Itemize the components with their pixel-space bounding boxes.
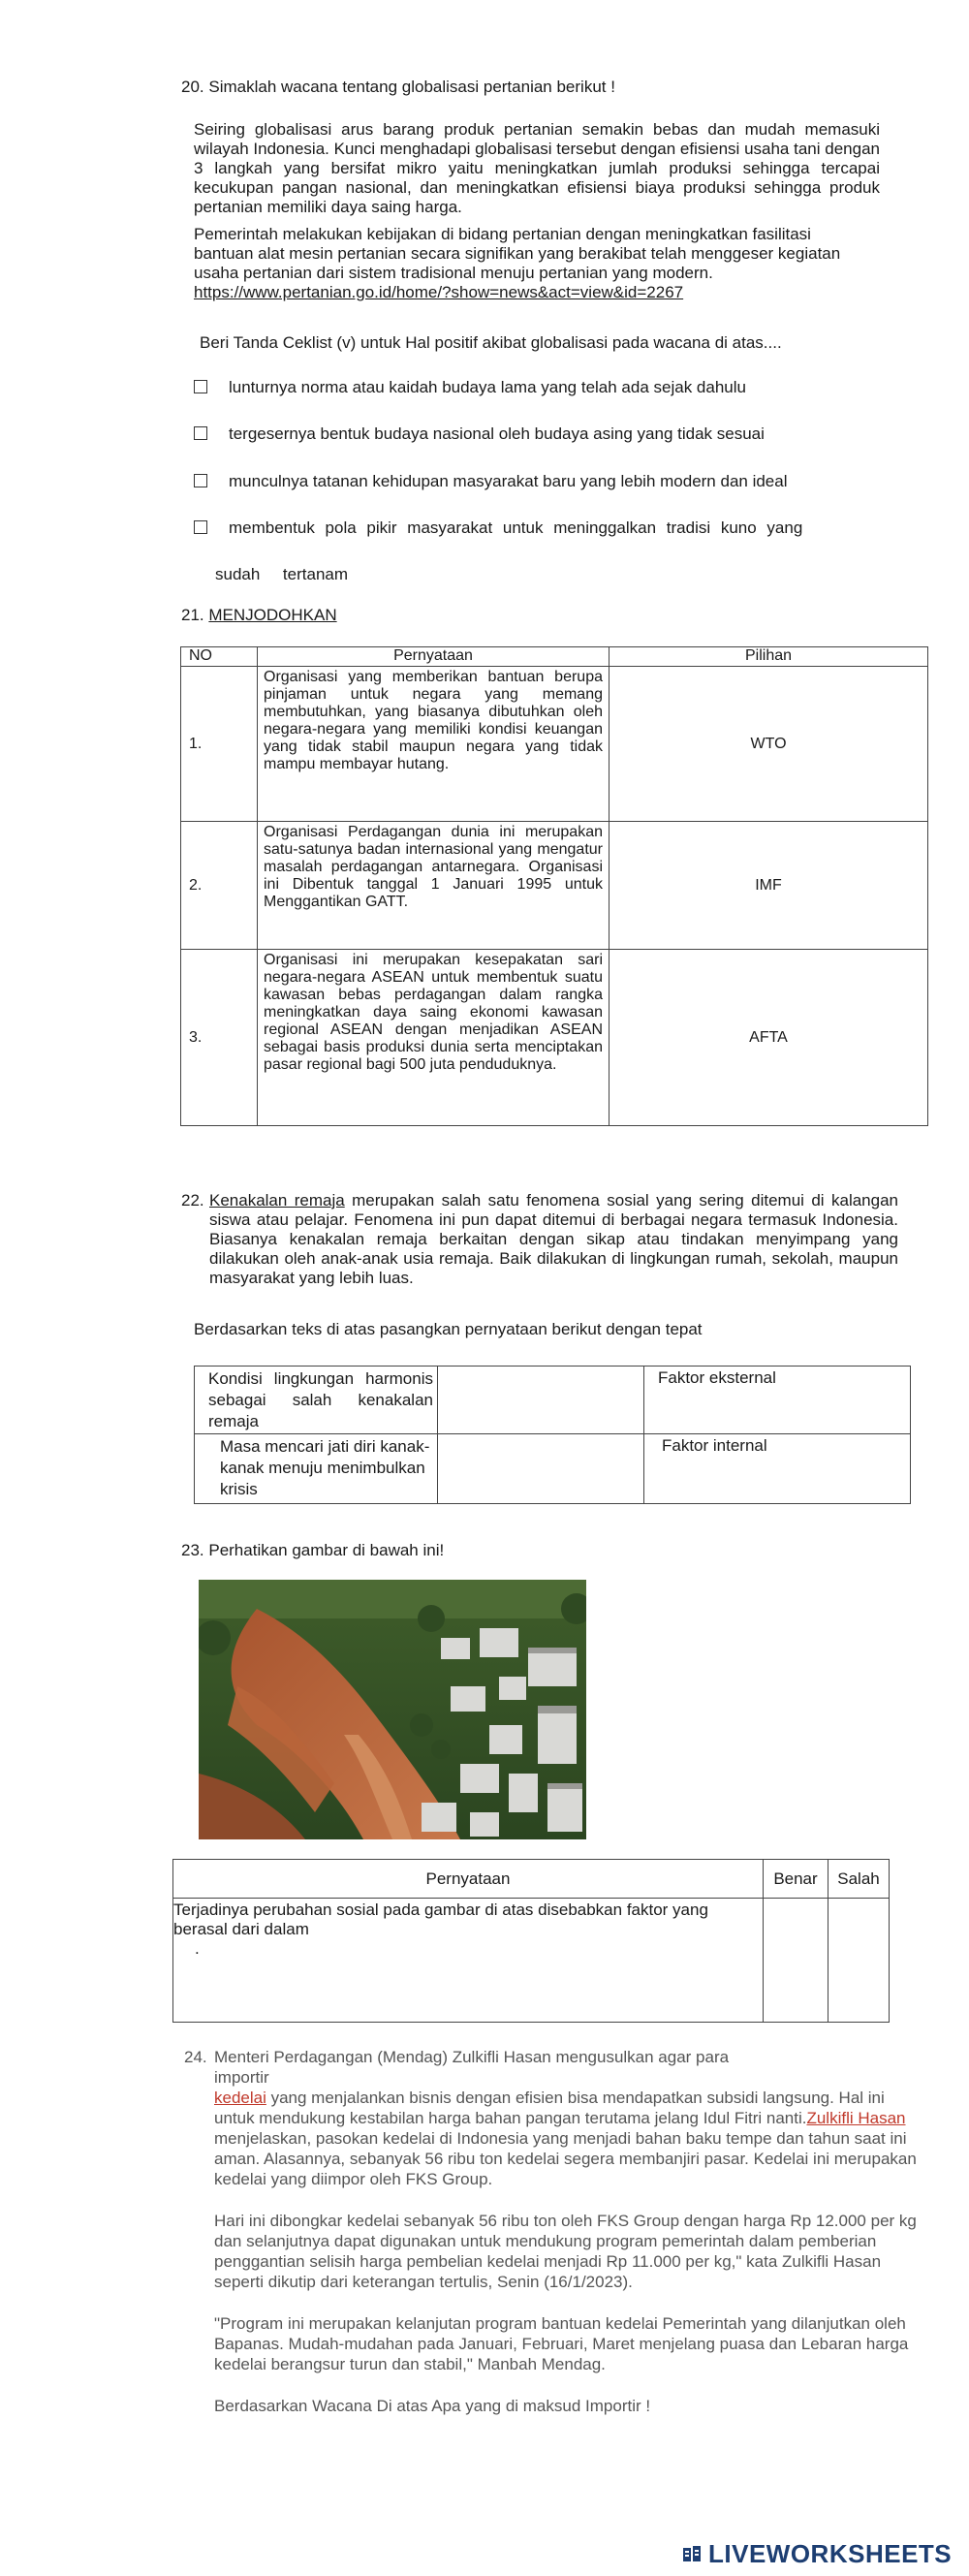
- q24-number: 24.: [184, 2048, 207, 2066]
- factor-cell[interactable]: Faktor eksternal: [644, 1367, 911, 1434]
- table-row: [173, 1899, 890, 2023]
- q20-option-2[interactable]: [194, 424, 765, 444]
- q20-paragraph-1: Seiring globalisasi arus barang produk pertanian semakin bebas dan mudah memasuki wilayah Indonesia. Kunci menghadapi globalisasi tersebut dengan efisiensi usaha tani dengan 3 langkah yang bersifat mikro yaitu meningkatkan jumlah produksi sehingga tercapai kecukupan pangan nasional, dan meningkatkan efisiensi biaya produksi sehingga produk pertanian memiliki daya saing harga.: [194, 120, 880, 216]
- q24-paragraph-1: [214, 2047, 757, 2088]
- q22-number: 22.: [181, 1191, 204, 1209]
- q24-passage: [184, 2047, 921, 2416]
- q20-paragraph-2-text: Pemerintah melakukan kebijakan di bidang pertanian dengan meningkatkan fasilitasi bantuan alat mesin pertanian secara signifikan yang berakibat telah menggeser kegiatan usaha pertanian dari sistem tradisional menuju pertanian yang modern.: [194, 225, 841, 282]
- q23-true-false-table: [172, 1859, 890, 2023]
- q22-instruction: Berdasarkan teks di atas pasangkan pernyataan berikut dengan tepat: [194, 1320, 703, 1338]
- statement-cell: Masa mencari jati diri kanak-kanak menuju menimbulkan krisis: [195, 1434, 438, 1504]
- answer-drop-zone[interactable]: [438, 1367, 644, 1434]
- q24-p1-part-a: Menteri Perdagangan (Mendag) Zulkifli Hasan mengusulkan agar para importir: [214, 2048, 730, 2087]
- q22-matching-table: [194, 1366, 911, 1504]
- row-number: 1.: [181, 667, 258, 822]
- header-no: NO: [181, 647, 258, 667]
- header-choice: Pilihan: [610, 647, 928, 667]
- q21-matching-table: [180, 646, 928, 1126]
- statement-cell: Kondisi lingkungan harmonis sebagai salah kenakalan remaja: [195, 1367, 438, 1434]
- q20-paragraph-2: [194, 225, 853, 302]
- landslide-photo: [199, 1580, 586, 1839]
- header-true: Benar: [764, 1860, 828, 1899]
- q24-paragraph-3: "Program ini merupakan kelanjutan program bantuan kedelai Pemerintah yang dilanjutkan oleh Bapanas. Mudah-mudahan pada Januari, Februari, Maret menjelang puasa dan Lebaran harga kedelai berangsur turun dan stabil," Manbah Mendag.: [214, 2314, 909, 2373]
- row-choice[interactable]: WTO: [610, 667, 928, 822]
- q22-underlined-term: Kenakalan remaja: [209, 1191, 345, 1209]
- q20-title: 20. Simaklah wacana tentang globalisasi pertanian berikut !: [181, 78, 615, 96]
- q24-question: Berdasarkan Wacana Di atas Apa yang di maksud Importir !: [214, 2397, 651, 2415]
- row-statement: Organisasi ini merupakan kesepakatan sari negara-negara ASEAN untuk membentuk suatu kawasan bebas perdagangan dalam rangka meningkatkan daya saing ekonomi kawasan regional ASEAN dengan menjadikan ASEAN sebagai basis produksi dunia serta menciptakan pasar regional bagi 500 juta penduduknya.: [258, 950, 610, 1126]
- header-statement: Pernyataan: [173, 1860, 764, 1899]
- answer-drop-zone[interactable]: [438, 1434, 644, 1504]
- false-answer-cell[interactable]: [828, 1899, 890, 2023]
- checkbox[interactable]: [194, 426, 207, 440]
- q24-p1-part-b: yang menjalankan bisnis dengan efisien bisa mendapatkan subsidi langsung. Hal ini untuk mendukung kestabilan harga bahan pangan terutama jelang Idul Fitri nanti.: [214, 2089, 885, 2127]
- q22-passage: [181, 1191, 898, 1288]
- q23-statement: Terjadinya perubahan sosial pada gambar di atas disebabkan faktor yang berasal dari dalam: [173, 1901, 708, 1938]
- header-statement: Pernyataan: [258, 647, 610, 667]
- brand-text: LIVEWORKSHEETS: [708, 2539, 953, 2568]
- q22-paragraph: merupakan salah satu fenomena sosial yang sering ditemui di kalangan siswa atau pelajar. Fenomena ini pun dapat ditemui di berbagai negara termasuk Indonesia. Biasanya kenakalan remaja berkaitan dengan sikap atau tindakan menyimpang yang dilakukan oleh anak-anak usia remaja. Baik dilakukan di lingkungan rumah, sekolah, maupun masyarakat yang lebih luas.: [209, 1191, 898, 1287]
- table-row: [181, 822, 928, 950]
- link-zulkifli-hasan[interactable]: Zulkifli Hasan: [806, 2109, 906, 2127]
- checkbox[interactable]: [194, 474, 207, 487]
- row-statement: Organisasi yang memberikan bantuan berupa pinjaman untuk negara yang memang membutuhkan, yang biasanya dibutuhkan oleh negara-negara yang memiliki kondisi keuangan yang tidak stabil maupun negara yang tidak mampu membayar hutang.: [258, 667, 610, 822]
- q20-instruction: Beri Tanda Ceklist (v) untuk Hal positif akibat globalisasi pada wacana di atas....: [200, 333, 782, 352]
- q21-number: 21.: [181, 606, 204, 624]
- row-choice[interactable]: IMF: [610, 822, 928, 950]
- table-row: [181, 950, 928, 1126]
- liveworksheets-logo: [681, 2539, 952, 2569]
- row-number: 3.: [181, 950, 258, 1126]
- q20-option-4[interactable]: [194, 518, 872, 538]
- q24-p1-part-c: menjelaskan, pasokan kedelai di Indonesia yang menjadi bahan baku tempe dan tahun saat ini aman. Alasannya, sebanyak 56 ribu ton kedelai segera membanjiri pasar. Kedelai ini merupakan kedelai yang diimpor oleh FKS Group.: [214, 2129, 917, 2188]
- true-answer-cell[interactable]: [764, 1899, 828, 2023]
- q20-option-4-label: membentuk pola pikir masyarakat untuk meninggalkan tradisi kuno yang: [229, 518, 803, 537]
- q24-paragraph-2: Hari ini dibongkar kedelai sebanyak 56 ribu ton oleh FKS Group dengan harga Rp 12.000 per kg dan selanjutnya dapat digunakan untuk mendukung program pemerintah dalam pemberian penggantian selisih harga pembelian kedelai menjadi Rp 11.000 per kg," kata Zulkifli Hasan seperti dikutip dari keterangan tertulis, Senin (16/1/2023).: [214, 2212, 917, 2291]
- q24-paragraph-1-continued: [214, 2088, 921, 2189]
- factor-cell[interactable]: Faktor internal: [644, 1434, 911, 1504]
- row-number: 2.: [181, 822, 258, 950]
- q20-option-4-continued: sudah tertanam: [215, 565, 349, 583]
- q20-option-1[interactable]: [194, 378, 746, 397]
- table-row: [195, 1367, 911, 1434]
- statement-cell: [173, 1899, 764, 2023]
- link-kedelai[interactable]: kedelai: [214, 2089, 266, 2107]
- checkbox[interactable]: [194, 380, 207, 393]
- row-statement: Organisasi Perdagangan dunia ini merupakan satu-satunya badan internasional yang mengatur masalah perdagangan antarnegara. Organisasi ini Dibentuk tanggal 1 Januari 1995 untuk Menggantikan GATT.: [258, 822, 610, 950]
- table-row: [195, 1434, 911, 1504]
- checkbox[interactable]: [194, 520, 207, 534]
- q20-option-3[interactable]: [194, 472, 788, 491]
- q21-heading: MENJODOHKAN: [208, 606, 337, 624]
- liveworksheets-logo-icon: [681, 2544, 704, 2565]
- q21-title: [181, 606, 337, 625]
- q20-option-3-label: munculnya tatanan kehidupan masyarakat baru yang lebih modern dan ideal: [229, 472, 788, 490]
- q20-source-link[interactable]: https://www.pertanian.go.id/home/?show=news&act=view&id=2267: [194, 283, 684, 301]
- header-false: Salah: [828, 1860, 890, 1899]
- landslide-image: [199, 1580, 586, 1839]
- q20-option-2-label: tergesernya bentuk budaya nasional oleh budaya asing yang tidak sesuai: [229, 424, 765, 443]
- q23-title: 23. Perhatikan gambar di bawah ini!: [181, 1541, 445, 1559]
- row-choice[interactable]: AFTA: [610, 950, 928, 1126]
- q23-dot: .: [195, 1939, 200, 1958]
- q20-option-1-label: lunturnya norma atau kaidah budaya lama yang telah ada sejak dahulu: [229, 378, 746, 396]
- table-row: [181, 667, 928, 822]
